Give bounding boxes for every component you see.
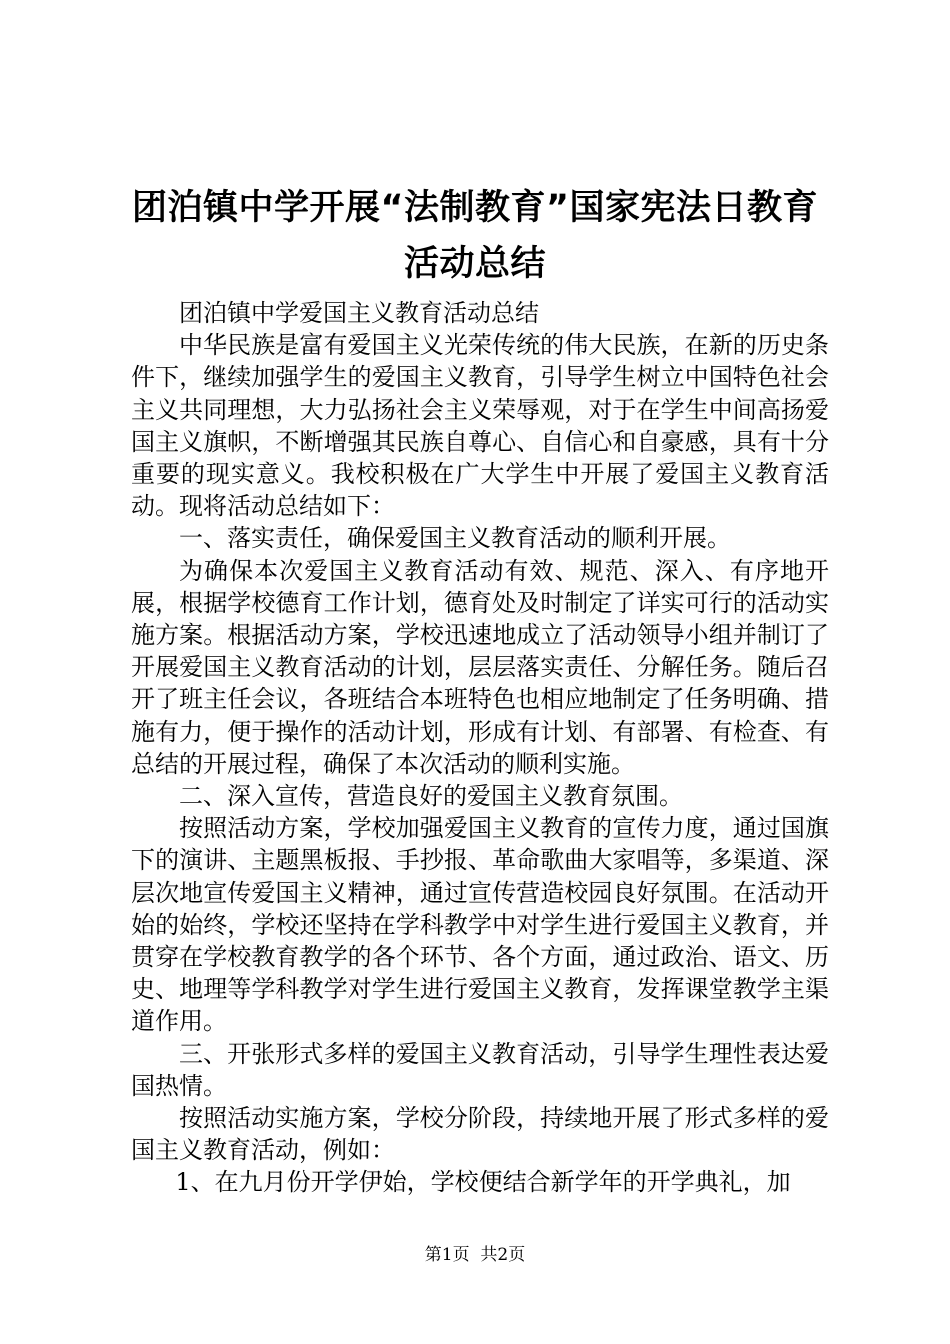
subtitle-paragraph: 团泊镇中学爱国主义教育活动总结 xyxy=(179,299,539,327)
section-heading-3: 三、开张形式多样的爱国主义教育活动，引导学生理性表达爱国热情。 xyxy=(131,1039,829,1100)
section-heading-1: 一、落实责任，确保爱国主义教育活动的顺利开展。 xyxy=(179,524,731,553)
list-item-1: 1、在九月份开学伊始，学校便结合新学年的开学典礼，加 xyxy=(175,1168,791,1197)
section-heading-2: 二、深入宣传，营造良好的爱国主义教育氛围。 xyxy=(179,782,683,811)
page-number-footer: 第1页 共2页 xyxy=(424,1245,526,1265)
document-body xyxy=(131,297,829,1199)
document-title-line1: 团泊镇中学开展“法制教育”国家宪法日教育 xyxy=(131,188,818,228)
section-3-paragraph: 按照活动实施方案，学校分阶段，持续地开展了形式多样的爱国主义教育活动，例如： xyxy=(131,1104,829,1165)
intro-paragraph: 中华民族是富有爱国主义光荣传统的伟大民族，在新的历史条件下，继续加强学生的爱国主义教育，引导学生树立中国特色社会主义共同理想，大力弘扬社会主义荣辱观，对于在学生中间高扬爱国主义旗帜，不断增强其民族自尊心、自信心和自豪感，具有十分重要的现实意义。我校积极在广大学生中开展了爱国主义教育活动。现将活动总结如下： xyxy=(131,331,829,521)
section-2-paragraph: 按照活动方案，学校加强爱国主义教育的宣传力度，通过国旗下的演讲、主题黑板报、手抄报、革命歌曲大家唱等，多渠道、深层次地宣传爱国主义精神，通过宣传营造校园良好氛围。在活动开始的始终，学校还坚持在学科教学中对学生进行爱国主义教育，并贯穿在学校教育教学的各个环节、各个方面，通过政治、语文、历史、地理等学科教学对学生进行爱国主义教育，发挥课堂教学主渠道作用。 xyxy=(131,814,829,1036)
section-1-paragraph: 为确保本次爱国主义教育活动有效、规范、深入、有序地开展，根据学校德育工作计划，德育处及时制定了详实可行的活动实施方案。根据活动方案，学校迅速地成立了活动领导小组并制订了开展爱国主义教育活动的计划，层层落实责任、分解任务。随后召开了班主任会议，各班结合本班特色也相应地制定了任务明确、措施有力，便于操作的活动计划，形成有计划、有部署、有检查、有总结的开展过程，确保了本次活动的顺利实施。 xyxy=(131,556,829,778)
document-title-line2: 活动总结 xyxy=(403,244,546,284)
